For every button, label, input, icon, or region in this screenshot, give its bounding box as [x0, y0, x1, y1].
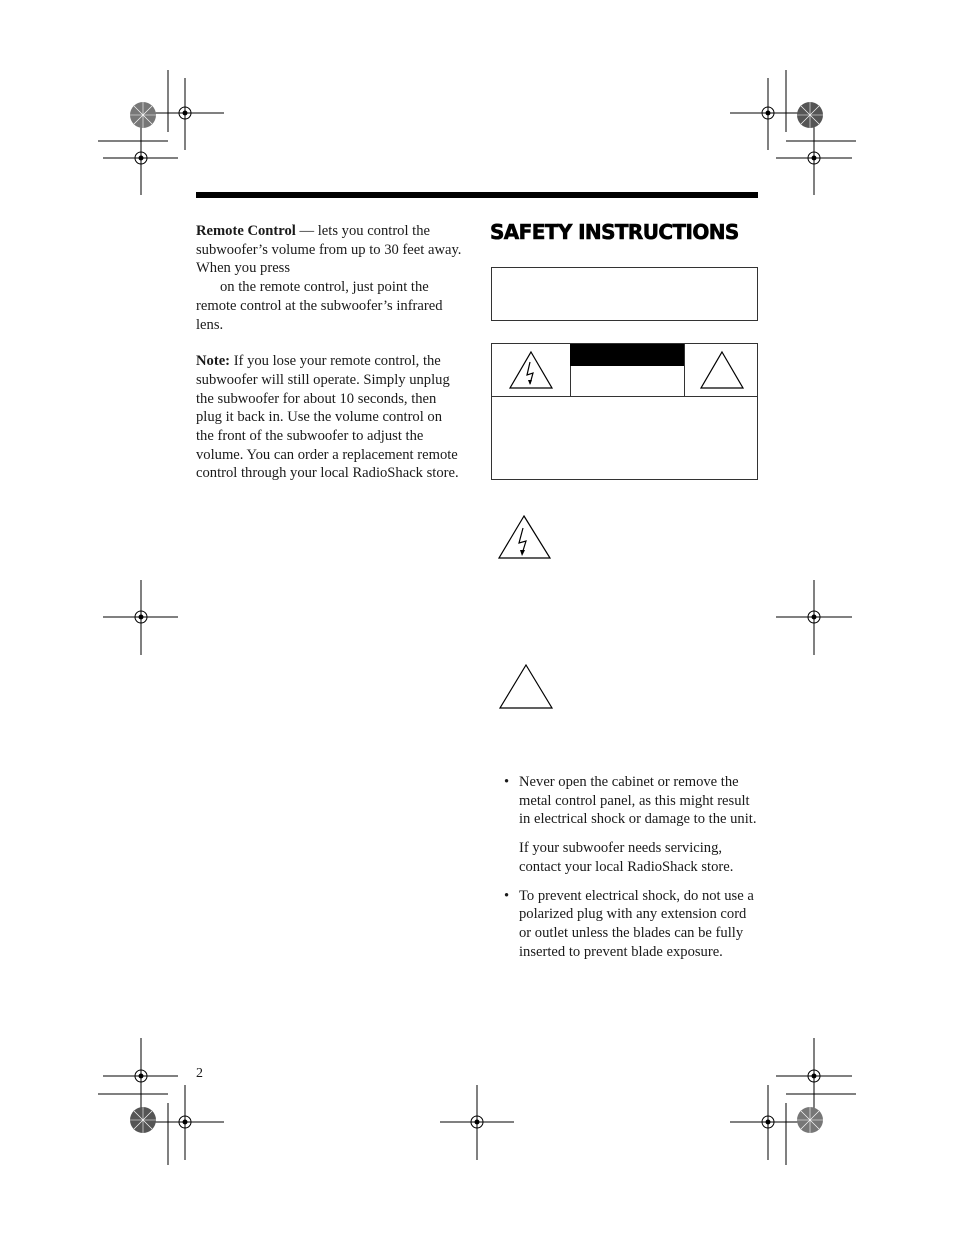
caution-middle-cell — [570, 344, 685, 396]
bullet-subtext: If your subwoofer needs servicing, contact your local RadioShack store. — [519, 840, 734, 875]
lightning-warning-icon — [492, 344, 570, 396]
safety-bullets — [504, 773, 760, 971]
caution-warning-icon — [685, 344, 757, 396]
note-paragraph — [196, 352, 462, 483]
remote-control-text-2: on the remote control, just point the remote control at the subwoofer’s infrared lens. — [196, 279, 443, 333]
lightning-warning-icon — [498, 514, 554, 562]
caution-header — [492, 344, 757, 397]
note-label: Note: — [196, 353, 231, 370]
note-text: If you lose your remote control, the subwoofer will still operate. Simply unplug the subwoofer for about 10 seconds, then plug it back in. Use the volume control on the front of the subwoofer to adjust the volume. You can order a replacement remote control through your local RadioShack store. — [196, 353, 459, 482]
list-item: • To prevent electrical shock, do not use a polarized plug with any extension cord or outlet unless the blades can be fully inserted to prevent blade exposure. — [504, 887, 754, 960]
warning-box — [491, 267, 758, 321]
page-title: SAFETY INSTRUCTIONS — [490, 220, 739, 244]
remote-control-text: — lets you control the subwoofer’s volume from up to 30 feet away. When you press — [196, 223, 462, 277]
header-rule — [196, 192, 758, 198]
caution-right-cell — [685, 344, 757, 396]
remote-control-paragraph — [196, 222, 462, 334]
bullet-text: Never open the cabinet or remove the metal control panel, as this might result in electrical shock or damage to the unit. — [519, 774, 757, 828]
remote-control-title: Remote Control — [196, 223, 296, 239]
left-column — [196, 222, 462, 501]
list-item: • Never open the cabinet or remove the metal control panel, as this might result in electrical shock or damage to the unit. — [504, 774, 757, 828]
caution-label-bar — [570, 344, 684, 366]
caution-warning-icon — [498, 663, 554, 711]
page-number: 2 — [196, 1066, 203, 1081]
caution-left-cell — [492, 344, 571, 396]
caution-box — [491, 343, 758, 480]
bullet-text: To prevent electrical shock, do not use a polarized plug with any extension cord or outlet unless the blades can be fully inserted to prevent blade exposure. — [519, 887, 754, 960]
